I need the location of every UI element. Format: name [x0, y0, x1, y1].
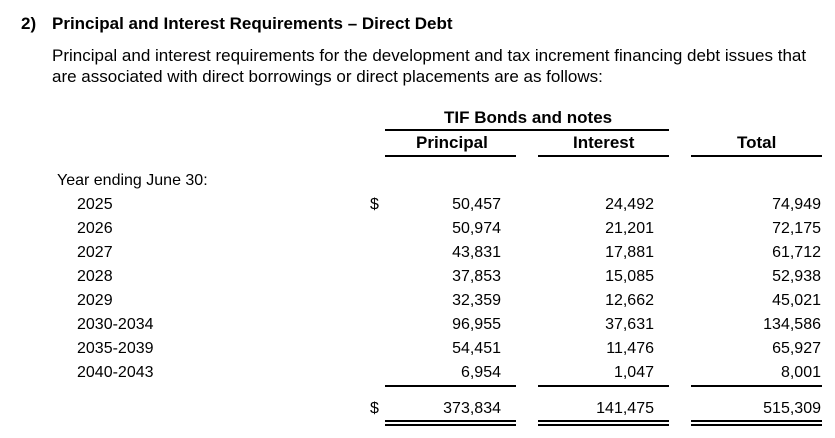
col-header-underline-total: [691, 155, 822, 157]
interest-value: 24,492: [605, 196, 654, 213]
row-year: 2026: [77, 220, 113, 237]
principal-total: 373,834: [443, 400, 501, 417]
total-double-rule-total-1: [691, 420, 822, 422]
interest-value: 15,085: [605, 268, 654, 285]
row-year: 2028: [77, 268, 113, 285]
subtotal-rule-interest: [538, 385, 669, 387]
row-year: 2030-2034: [77, 316, 154, 333]
row-year: 2027: [77, 244, 113, 261]
total-value: 74,949: [772, 196, 821, 213]
interest-value: 12,662: [605, 292, 654, 309]
group-header: TIF Bonds and notes: [444, 108, 613, 127]
interest-value: 1,047: [613, 364, 654, 381]
table-row: [0, 220, 835, 244]
table-row: [0, 292, 835, 316]
principal-value: 43,831: [452, 244, 501, 261]
principal-value: 96,955: [452, 316, 501, 333]
total-double-rule-principal-1: [385, 420, 516, 422]
table-row: [0, 244, 835, 268]
table-row: [0, 340, 835, 364]
total-value: 65,927: [772, 340, 821, 357]
intro-paragraph: Principal and interest requirements for the development and tax increment financing debt issues that are associated with direct borrowings or direct placements are as follows:: [52, 46, 807, 86]
total-value: 52,938: [772, 268, 821, 285]
currency-symbol: $: [370, 196, 379, 213]
principal-value: 50,457: [452, 196, 501, 213]
principal-value: 32,359: [452, 292, 501, 309]
table-row: [0, 268, 835, 292]
total-double-rule-interest-2: [538, 424, 669, 426]
total-double-rule-total-2: [691, 424, 822, 426]
principal-value: 54,451: [452, 340, 501, 357]
total-double-rule-interest-1: [538, 420, 669, 422]
row-group-label: Year ending June 30:: [57, 172, 208, 189]
total-value: 61,712: [772, 244, 821, 261]
currency-symbol: $: [370, 400, 379, 417]
row-year: 2025: [77, 196, 113, 213]
table-row: [0, 196, 835, 220]
total-double-rule-principal-2: [385, 424, 516, 426]
principal-value: 37,853: [452, 268, 501, 285]
row-year: 2040-2043: [77, 364, 154, 381]
total-value: 72,175: [772, 220, 821, 237]
interest-value: 17,881: [605, 244, 654, 261]
total-value: 8,001: [780, 364, 821, 381]
interest-value: 21,201: [605, 220, 654, 237]
interest-value: 37,631: [605, 316, 654, 333]
principal-value: 50,974: [452, 220, 501, 237]
total-value: 45,021: [772, 292, 821, 309]
subtotal-rule-total: [691, 385, 822, 387]
col-header-underline-principal: [385, 155, 516, 157]
section-heading: [21, 14, 453, 34]
section-title: Principal and Interest Requirements – Direct Debt: [52, 14, 453, 33]
interest-value: 11,476: [606, 340, 654, 357]
section-number: 2): [21, 14, 37, 33]
group-header-underline: [385, 129, 669, 131]
col-header-interest: Interest: [573, 133, 635, 152]
table-row: [0, 316, 835, 340]
subtotal-rule-principal: [385, 385, 516, 387]
row-year: 2029: [77, 292, 113, 309]
interest-total: 141,475: [596, 400, 654, 417]
col-header-total: Total: [737, 133, 777, 152]
col-header-underline-interest: [538, 155, 669, 157]
row-year: 2035-2039: [77, 340, 154, 357]
grand-total: 515,309: [763, 400, 821, 417]
principal-value: 6,954: [460, 364, 501, 381]
col-header-principal: Principal: [416, 133, 488, 152]
total-value: 134,586: [763, 316, 821, 333]
